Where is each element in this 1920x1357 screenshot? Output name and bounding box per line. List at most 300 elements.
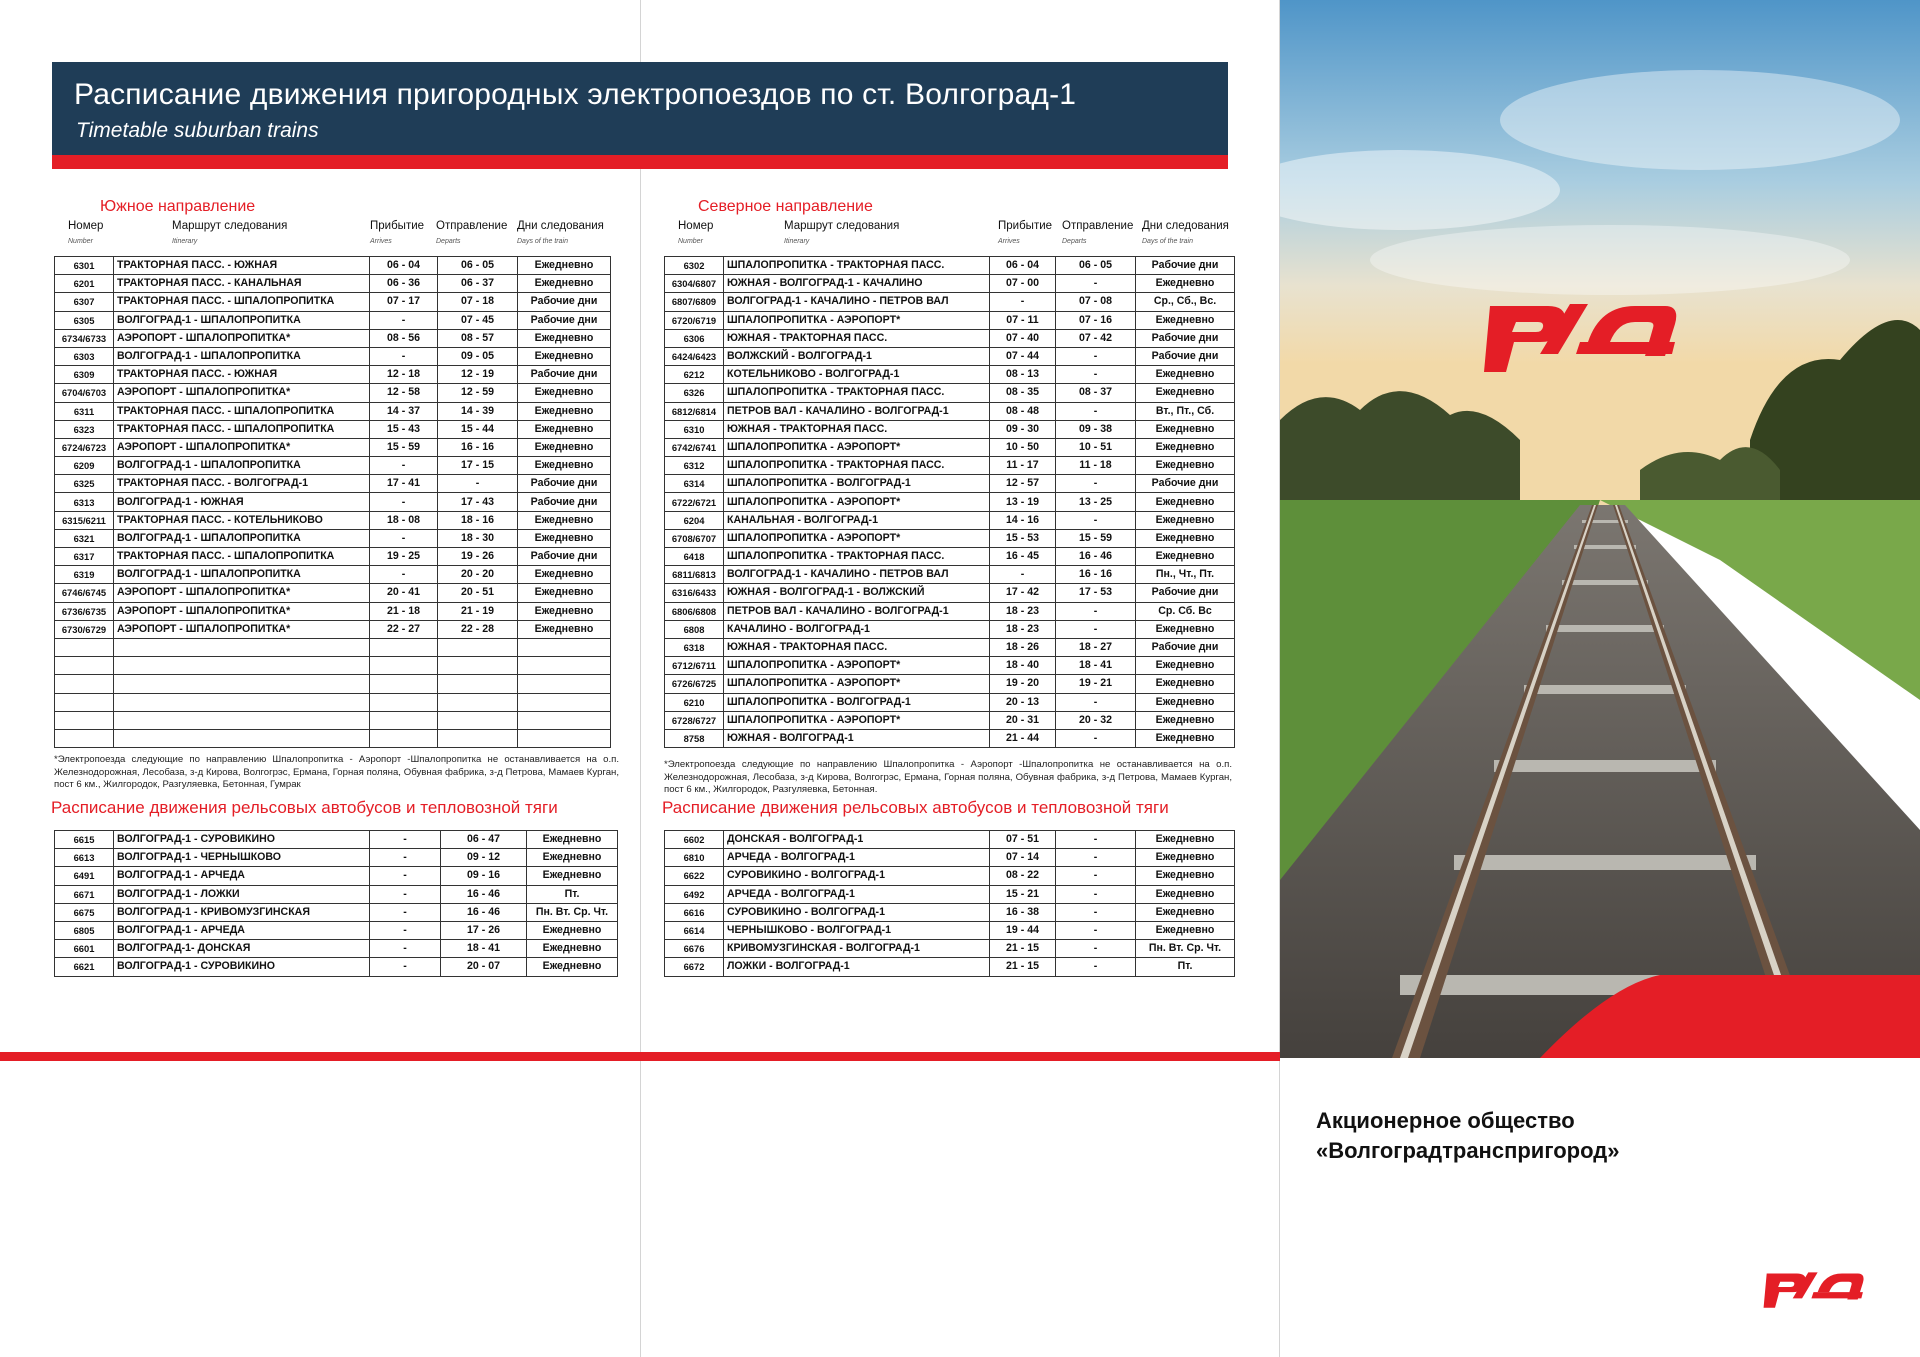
departure-time <box>438 675 518 693</box>
route: АЭРОПОРТ - ШПАЛОПРОПИТКА* <box>114 329 370 347</box>
arrival-time: - <box>370 958 441 976</box>
arrival-time: - <box>370 903 441 921</box>
days: Рабочие дни <box>1136 584 1235 602</box>
table-row <box>55 940 618 958</box>
arrival-time: - <box>990 566 1056 584</box>
days: Рабочие дни <box>518 293 611 311</box>
train-number: 6811/6813 <box>665 566 724 584</box>
arrival-time: 20 - 41 <box>370 584 438 602</box>
col-header-number: Номер <box>68 220 104 232</box>
table-row <box>55 638 611 656</box>
south-bus-title: Расписание движения рельсовых автобусов и тепловозной тяги <box>51 798 558 817</box>
route: АЭРОПОРТ - ШПАЛОПРОПИТКА* <box>114 620 370 638</box>
arrival-time: 12 - 58 <box>370 384 438 402</box>
train-number: 6309 <box>55 366 114 384</box>
route: ШПАЛОПРОПИТКА - ТРАКТОРНАЯ ПАСС. <box>724 384 990 402</box>
route: ПЕТРОВ ВАЛ - КАЧАЛИНО - ВОЛГОГРАД-1 <box>724 602 990 620</box>
fold-line-left <box>640 0 641 1357</box>
train-number: 6314 <box>665 475 724 493</box>
departure-time: 17 - 43 <box>438 493 518 511</box>
col-header-days-en: Days of the train <box>1142 238 1193 245</box>
table-row <box>55 329 611 347</box>
route: ТРАКТОРНАЯ ПАСС. - ВОЛГОГРАД-1 <box>114 475 370 493</box>
departure-time: 11 - 18 <box>1056 457 1136 475</box>
days: Ежедневно <box>518 584 611 602</box>
departure-time <box>438 657 518 675</box>
days: Ежедневно <box>1136 831 1235 849</box>
route: ШПАЛОПРОПИТКА - АЭРОПОРТ* <box>724 529 990 547</box>
company-line2: «Волгоградтранспригород» <box>1316 1138 1620 1163</box>
arrival-time: 15 - 53 <box>990 529 1056 547</box>
departure-time: 16 - 46 <box>1056 548 1136 566</box>
train-number: 6491 <box>55 867 114 885</box>
route: СУРОВИКИНО - ВОЛГОГРАД-1 <box>724 903 990 921</box>
train-number: 6316/6433 <box>665 584 724 602</box>
route: ШПАЛОПРОПИТКА - АЭРОПОРТ* <box>724 711 990 729</box>
route: ТРАКТОРНАЯ ПАСС. - КОТЕЛЬНИКОВО <box>114 511 370 529</box>
table-row <box>665 638 1235 656</box>
table-row <box>55 548 611 566</box>
train-number <box>55 711 114 729</box>
days: Ежедневно <box>518 529 611 547</box>
days: Ежедневно <box>1136 675 1235 693</box>
arrival-time: 16 - 45 <box>990 548 1056 566</box>
route: АРЧЕДА - ВОЛГОГРАД-1 <box>724 885 990 903</box>
arrival-time: - <box>370 566 438 584</box>
arrival-time: 18 - 23 <box>990 620 1056 638</box>
train-number: 6306 <box>665 329 724 347</box>
arrival-time: 08 - 56 <box>370 329 438 347</box>
route: ТРАКТОРНАЯ ПАСС. - КАНАЛЬНАЯ <box>114 275 370 293</box>
rzd-logo-small <box>1756 1262 1871 1319</box>
table-row <box>665 311 1235 329</box>
train-number: 6615 <box>55 831 114 849</box>
departure-time: 06 - 05 <box>1056 257 1136 275</box>
departure-time: 18 - 27 <box>1056 638 1136 656</box>
train-number: 6736/6735 <box>55 602 114 620</box>
route: ЧЕРНЫШКОВО - ВОЛГОГРАД-1 <box>724 921 990 939</box>
departure-time: 07 - 16 <box>1056 311 1136 329</box>
arrival-time: 14 - 37 <box>370 402 438 420</box>
col-header-departure: Отправление <box>1062 220 1134 232</box>
train-number: 6312 <box>665 457 724 475</box>
route: АРЧЕДА - ВОЛГОГРАД-1 <box>724 849 990 867</box>
table-row <box>55 402 611 420</box>
route: ТРАКТОРНАЯ ПАСС. - ШПАЛОПРОПИТКА <box>114 293 370 311</box>
departure-time: - <box>1056 693 1136 711</box>
table-row <box>55 693 611 711</box>
table-row <box>55 729 611 747</box>
route: ЮЖНАЯ - ВОЛГОГРАД-1 - КАЧАЛИНО <box>724 275 990 293</box>
days: Ежедневно <box>518 620 611 638</box>
arrival-time: 15 - 43 <box>370 420 438 438</box>
days: Ежедневно <box>1136 620 1235 638</box>
table-row <box>665 921 1235 939</box>
train-number: 6805 <box>55 921 114 939</box>
arrival-time: 07 - 17 <box>370 293 438 311</box>
days: Ежедневно <box>527 940 618 958</box>
days: Ежедневно <box>518 257 611 275</box>
train-number: 6313 <box>55 493 114 511</box>
table-row <box>55 867 618 885</box>
table-row <box>665 548 1235 566</box>
table-row <box>55 257 611 275</box>
train-number: 6676 <box>665 940 724 958</box>
table-row <box>665 885 1235 903</box>
table-row <box>55 849 618 867</box>
train-number: 6708/6707 <box>665 529 724 547</box>
days: Ежедневно <box>527 831 618 849</box>
route: ПЕТРОВ ВАЛ - КАЧАЛИНО - ВОЛГОГРАД-1 <box>724 402 990 420</box>
table-row <box>55 566 611 584</box>
table-row <box>665 420 1235 438</box>
table-row <box>665 329 1235 347</box>
route: ШПАЛОПРОПИТКА - ТРАКТОРНАЯ ПАСС. <box>724 257 990 275</box>
table-row <box>665 711 1235 729</box>
col-header-arrival-en: Arrives <box>998 238 1020 245</box>
departure-time: 09 - 05 <box>438 347 518 365</box>
route: КРИВОМУЗГИНСКАЯ - ВОЛГОГРАД-1 <box>724 940 990 958</box>
route: ВОЛГОГРАД-1 - ШПАЛОПРОПИТКА <box>114 457 370 475</box>
train-number: 6746/6745 <box>55 584 114 602</box>
train-number: 6812/6814 <box>665 402 724 420</box>
days: Рабочие дни <box>1136 347 1235 365</box>
days: Рабочие дни <box>1136 475 1235 493</box>
days: Ежедневно <box>1136 711 1235 729</box>
arrival-time: - <box>370 529 438 547</box>
days <box>518 657 611 675</box>
south-bus-timetable <box>54 830 618 977</box>
arrival-time: - <box>370 885 441 903</box>
north-footnote: *Электропоезда следующие по направлению Шпалопропитка - Аэропорт -Шпалопропитка не останавливается на о.п. Железнодорожная, Лесобаза, з-д Кирова, Волгогрэс, Ермана, Горная поляна, Обувная фабрика, з-д Петрова, Мамаев Курган, пост 6 км., Жилгородок, Разгуляевка, Бетонная. <box>664 759 1232 795</box>
arrival-time: 13 - 19 <box>990 493 1056 511</box>
days: Ежедневно <box>1136 849 1235 867</box>
route: ШПАЛОПРОПИТКА - АЭРОПОРТ* <box>724 675 990 693</box>
train-number: 6808 <box>665 620 724 638</box>
train-number: 6304/6807 <box>665 275 724 293</box>
days: Пт. <box>1136 958 1235 976</box>
days: Ежедневно <box>527 849 618 867</box>
arrival-time: 21 - 44 <box>990 729 1056 747</box>
col-header-route: Маршрут следования <box>172 220 288 232</box>
table-row <box>665 347 1235 365</box>
table-row <box>665 457 1235 475</box>
route: ШПАЛОПРОПИТКА - АЭРОПОРТ* <box>724 493 990 511</box>
departure-time: - <box>1056 903 1136 921</box>
arrival-time: - <box>370 849 441 867</box>
col-header-departure-en: Departs <box>436 238 461 245</box>
train-number: 6319 <box>55 566 114 584</box>
arrival-time: 22 - 27 <box>370 620 438 638</box>
arrival-time: - <box>370 867 441 885</box>
arrival-time: 19 - 20 <box>990 675 1056 693</box>
table-row <box>665 693 1235 711</box>
days: Рабочие дни <box>518 493 611 511</box>
route: ВОЛГОГРАД-1 - ЧЕРНЫШКОВО <box>114 849 370 867</box>
days: Рабочие дни <box>1136 638 1235 656</box>
departure-time: 09 - 16 <box>441 867 527 885</box>
table-row <box>665 903 1235 921</box>
departure-time: 18 - 41 <box>1056 657 1136 675</box>
train-number: 6621 <box>55 958 114 976</box>
col-header-days-en: Days of the train <box>517 238 568 245</box>
days: Ежедневно <box>1136 493 1235 511</box>
train-number: 8758 <box>665 729 724 747</box>
arrival-time: - <box>370 457 438 475</box>
train-number: 6210 <box>665 693 724 711</box>
arrival-time: 15 - 21 <box>990 885 1056 903</box>
days: Рабочие дни <box>518 548 611 566</box>
route: ЮЖНАЯ - ТРАКТОРНАЯ ПАСС. <box>724 329 990 347</box>
table-row <box>55 384 611 402</box>
route: ШПАЛОПРОПИТКА - АЭРОПОРТ* <box>724 311 990 329</box>
days: Ежедневно <box>518 275 611 293</box>
days: Ежедневно <box>518 420 611 438</box>
train-number: 6722/6721 <box>665 493 724 511</box>
route: ВОЛГОГРАД-1 - АРЧЕДА <box>114 867 370 885</box>
departure-time: - <box>1056 867 1136 885</box>
train-number <box>55 729 114 747</box>
arrival-time: 19 - 25 <box>370 548 438 566</box>
route: ВОЛГОГРАД-1 - ШПАЛОПРОПИТКА <box>114 566 370 584</box>
departure-time: - <box>1056 475 1136 493</box>
days: Ср., Сб., Вс. <box>1136 293 1235 311</box>
col-header-departure: Отправление <box>436 220 508 232</box>
days: Ежедневно <box>1136 384 1235 402</box>
route: ВОЛГОГРАД-1- ДОНСКАЯ <box>114 940 370 958</box>
train-number: 6613 <box>55 849 114 867</box>
arrival-time: - <box>370 493 438 511</box>
route <box>114 638 370 656</box>
route <box>114 711 370 729</box>
south-timetable <box>54 256 611 748</box>
route: АЭРОПОРТ - ШПАЛОПРОПИТКА* <box>114 384 370 402</box>
days: Ежедневно <box>527 958 618 976</box>
days: Рабочие дни <box>518 475 611 493</box>
days: Ежедневно <box>1136 657 1235 675</box>
days: Ежедневно <box>518 602 611 620</box>
train-number: 6310 <box>665 420 724 438</box>
train-number: 6602 <box>665 831 724 849</box>
col-header-arrival: Прибытие <box>998 220 1053 232</box>
train-number: 6317 <box>55 548 114 566</box>
route: КАНАЛЬНАЯ - ВОЛГОГРАД-1 <box>724 511 990 529</box>
departure-time: 19 - 26 <box>438 548 518 566</box>
train-number: 6622 <box>665 867 724 885</box>
days: Ежедневно <box>1136 366 1235 384</box>
days: Ежедневно <box>1136 275 1235 293</box>
table-row <box>665 620 1235 638</box>
departure-time: 20 - 20 <box>438 566 518 584</box>
days: Ежедневно <box>518 384 611 402</box>
route: ТРАКТОРНАЯ ПАСС. - ЮЖНАЯ <box>114 257 370 275</box>
departure-time: 14 - 39 <box>438 402 518 420</box>
days: Рабочие дни <box>518 311 611 329</box>
departure-time: - <box>1056 849 1136 867</box>
table-row <box>665 293 1235 311</box>
train-number: 6302 <box>665 257 724 275</box>
departure-time: 10 - 51 <box>1056 438 1136 456</box>
arrival-time: 18 - 08 <box>370 511 438 529</box>
table-row <box>55 602 611 620</box>
arrival-time: - <box>370 940 441 958</box>
departure-time: - <box>1056 511 1136 529</box>
arrival-time <box>370 638 438 656</box>
train-number: 6321 <box>55 529 114 547</box>
arrival-time: 16 - 38 <box>990 903 1056 921</box>
train-number: 6492 <box>665 885 724 903</box>
departure-time: 07 - 45 <box>438 311 518 329</box>
table-row <box>665 475 1235 493</box>
table-row <box>55 347 611 365</box>
col-header-days: Дни следования <box>517 220 604 232</box>
train-number: 6742/6741 <box>665 438 724 456</box>
train-number: 6318 <box>665 638 724 656</box>
table-row <box>55 921 618 939</box>
table-row <box>55 275 611 293</box>
arrival-time: 18 - 40 <box>990 657 1056 675</box>
arrival-time: 18 - 26 <box>990 638 1056 656</box>
days: Ежедневно <box>1136 903 1235 921</box>
departure-time: 09 - 12 <box>441 849 527 867</box>
train-number: 6301 <box>55 257 114 275</box>
train-number: 6671 <box>55 885 114 903</box>
arrival-time: 21 - 18 <box>370 602 438 620</box>
train-number <box>55 675 114 693</box>
train-number: 6204 <box>665 511 724 529</box>
departure-time: - <box>1056 885 1136 903</box>
arrival-time: 06 - 36 <box>370 275 438 293</box>
departure-time: 19 - 21 <box>1056 675 1136 693</box>
arrival-time: 08 - 22 <box>990 867 1056 885</box>
days: Ежедневно <box>1136 457 1235 475</box>
table-row <box>665 867 1235 885</box>
table-row <box>55 885 618 903</box>
departure-time: 15 - 59 <box>1056 529 1136 547</box>
table-row <box>55 311 611 329</box>
route: ВОЛГОГРАД-1 - ШПАЛОПРОПИТКА <box>114 347 370 365</box>
train-number: 6326 <box>665 384 724 402</box>
train-number: 6307 <box>55 293 114 311</box>
train-number: 6201 <box>55 275 114 293</box>
route: ШПАЛОПРОПИТКА - АЭРОПОРТ* <box>724 657 990 675</box>
route: ВОЛГОГРАД-1 - ШПАЛОПРОПИТКА <box>114 311 370 329</box>
train-number: 6720/6719 <box>665 311 724 329</box>
arrival-time: 19 - 44 <box>990 921 1056 939</box>
route: ЮЖНАЯ - ВОЛГОГРАД-1 - ВОЛЖСКИЙ <box>724 584 990 602</box>
departure-time: 12 - 19 <box>438 366 518 384</box>
train-number: 6728/6727 <box>665 711 724 729</box>
departure-time: - <box>1056 366 1136 384</box>
table-row <box>665 566 1235 584</box>
table-row <box>55 493 611 511</box>
days: Ежедневно <box>518 329 611 347</box>
departure-time: - <box>1056 602 1136 620</box>
table-row <box>665 958 1235 976</box>
departure-time: 16 - 46 <box>441 903 527 921</box>
train-number: 6807/6809 <box>665 293 724 311</box>
route: ТРАКТОРНАЯ ПАСС. - ШПАЛОПРОПИТКА <box>114 548 370 566</box>
days <box>518 638 611 656</box>
arrival-time: 06 - 04 <box>370 257 438 275</box>
departure-time: 06 - 37 <box>438 275 518 293</box>
route: АЭРОПОРТ - ШПАЛОПРОПИТКА* <box>114 438 370 456</box>
route: АЭРОПОРТ - ШПАЛОПРОПИТКА* <box>114 602 370 620</box>
arrival-time: 08 - 48 <box>990 402 1056 420</box>
north-bus-timetable <box>664 830 1235 977</box>
header-banner <box>52 62 1228 166</box>
route: ВОЛГОГРАД-1 - ШПАЛОПРОПИТКА <box>114 529 370 547</box>
route: ВОЛГОГРАД-1 - КАЧАЛИНО - ПЕТРОВ ВАЛ <box>724 566 990 584</box>
train-number: 6712/6711 <box>665 657 724 675</box>
departure-time: 17 - 53 <box>1056 584 1136 602</box>
table-row <box>55 420 611 438</box>
train-number: 6806/6808 <box>665 602 724 620</box>
arrival-time <box>370 693 438 711</box>
col-header-route: Маршрут следования <box>784 220 900 232</box>
table-row <box>665 511 1235 529</box>
train-number: 6601 <box>55 940 114 958</box>
route: ЮЖНАЯ - ТРАКТОРНАЯ ПАСС. <box>724 638 990 656</box>
departure-time: 12 - 59 <box>438 384 518 402</box>
route: ВОЛГОГРАД-1 - СУРОВИКИНО <box>114 831 370 849</box>
departure-time: - <box>1056 620 1136 638</box>
route: ВОЛЖСКИЙ - ВОЛГОГРАД-1 <box>724 347 990 365</box>
days: Ежедневно <box>518 566 611 584</box>
days: Ежедневно <box>1136 420 1235 438</box>
route <box>114 657 370 675</box>
departure-time: 07 - 08 <box>1056 293 1136 311</box>
route: ШПАЛОПРОПИТКА - ТРАКТОРНАЯ ПАСС. <box>724 548 990 566</box>
col-header-departure-en: Departs <box>1062 238 1087 245</box>
col-header-route-en: Itinerary <box>784 238 810 245</box>
days: Пт. <box>527 885 618 903</box>
train-number: 6810 <box>665 849 724 867</box>
company-line1: Акционерное общество <box>1316 1108 1575 1133</box>
route: ЮЖНАЯ - ВОЛГОГРАД-1 <box>724 729 990 747</box>
table-row <box>665 584 1235 602</box>
train-number: 6209 <box>55 457 114 475</box>
train-number: 6704/6703 <box>55 384 114 402</box>
departure-time: 20 - 32 <box>1056 711 1136 729</box>
train-number: 6303 <box>55 347 114 365</box>
departure-time: 13 - 25 <box>1056 493 1136 511</box>
route: КАЧАЛИНО - ВОЛГОГРАД-1 <box>724 620 990 638</box>
train-number: 6726/6725 <box>665 675 724 693</box>
train-number: 6616 <box>665 903 724 921</box>
arrival-time: 21 - 15 <box>990 958 1056 976</box>
rzd-logo <box>1470 284 1690 389</box>
header-red-stripe <box>52 155 1228 169</box>
table-row <box>665 366 1235 384</box>
col-header-number-en: Number <box>68 238 93 245</box>
table-row <box>55 831 618 849</box>
company-name <box>1316 1106 1619 1166</box>
arrival-time: 07 - 51 <box>990 831 1056 849</box>
route: ТРАКТОРНАЯ ПАСС. - ШПАЛОПРОПИТКА <box>114 402 370 420</box>
table-row <box>55 958 618 976</box>
route: ТРАКТОРНАЯ ПАСС. - ЮЖНАЯ <box>114 366 370 384</box>
arrival-time: 20 - 13 <box>990 693 1056 711</box>
days: Ежедневно <box>1136 529 1235 547</box>
arrival-time <box>370 711 438 729</box>
arrival-time: 07 - 14 <box>990 849 1056 867</box>
departure-time: - <box>1056 958 1136 976</box>
table-row <box>55 457 611 475</box>
days: Ежедневно <box>1136 548 1235 566</box>
route: ДОНСКАЯ - ВОЛГОГРАД-1 <box>724 831 990 849</box>
table-row <box>665 831 1235 849</box>
